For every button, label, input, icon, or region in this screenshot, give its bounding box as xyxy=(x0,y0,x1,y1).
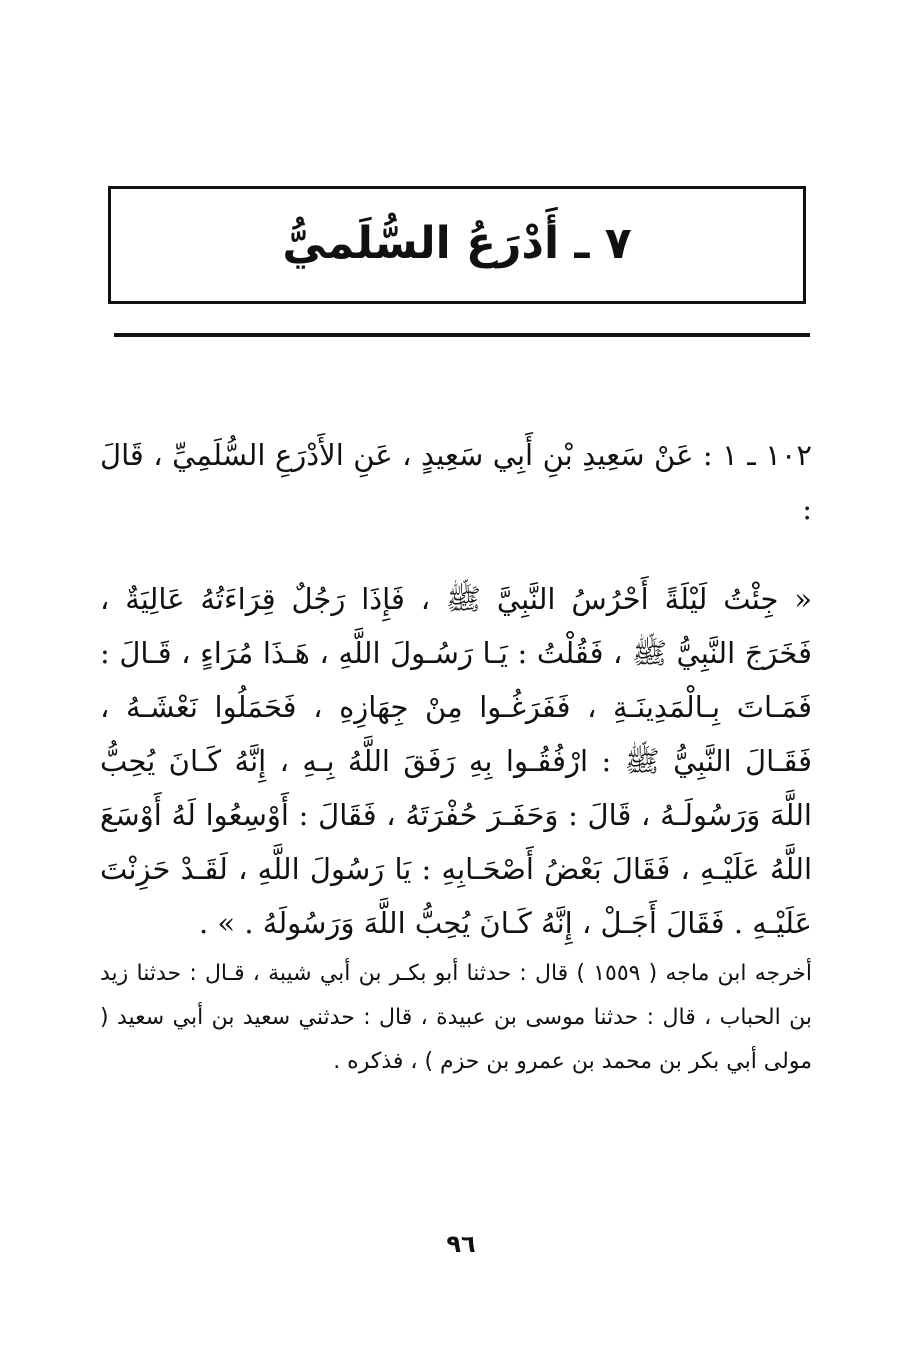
takhrij-text: أخرجه ابن ماجه ( ١٥٥٩ ) قال : حدثنا أبو بكـر بن أبي شيبة ، قـال : حدثنا زيد بن الحباب ، قال : حدثنا موسى بن عبيدة ، قال : حدثني سعيد بن أبي سعيد ( مولى أبي بكر بن محمد بن عمرو بن حزم ) ، فذكره . xyxy=(100,961,812,1074)
hadith-text: « جِئْتُ لَيْلَةً أَحْرُسُ النَّبِيَّ ﷺ ، فَإِذَا رَجُلٌ قِرَاءَتُهُ عَالِيَةٌ ، فَخَرَجَ النَّبِيُّ ﷺ ، فَقُلْتُ : يَـا رَسُـولَ اللَّهِ ، هَـذَا مُرَاءٍ ، قَـالَ : فَمَـاتَ بِـالْمَدِينَـةِ ، فَفَرَغُـوا مِنْ جِهَازِهِ ، فَحَمَلُوا نَعْشَـهُ ، فَقَـالَ النَّبِيُّ ﷺ : ارْفُقُـوا بِهِ رَفَقَ اللَّهُ بِـهِ ، إِنَّهُ كَـانَ يُحِبُّ اللَّهَ وَرَسُولَـهُ ، قَالَ : وَحَفَـرَ حُفْرَتَهُ ، فَقَالَ : أَوْسِعُوا لَهُ أَوْسَعَ اللَّهُ عَلَيْـهِ ، فَقَالَ بَعْضُ أَصْحَـابِهِ : يَا رَسُولَ اللَّهِ ، لَقَـدْ حَزِنْتَ عَلَيْـهِ . فَقَالَ أَجَـلْ ، إِنَّهُ كَـانَ يُحِبُّ اللَّهَ وَرَسُولَهُ . » . xyxy=(100,582,812,940)
chapter-title-box xyxy=(108,186,806,304)
title-divider xyxy=(114,333,810,337)
takhrij-footnote xyxy=(100,952,812,1084)
page-number: ٩٦ xyxy=(446,1230,476,1258)
hadith-heading: ١٠٢ ـ ١ : عَنْ سَعِيدِ بْنِ أَبِي سَعِيدٍ ، عَنِ الأَدْرَعِ السُّلَمِيِّ ، قَالَ : xyxy=(100,438,812,526)
chapter-title: ٧ ـ أَدْرَعُ السُّلَميُّ xyxy=(282,217,632,269)
hadith-section xyxy=(100,428,812,950)
